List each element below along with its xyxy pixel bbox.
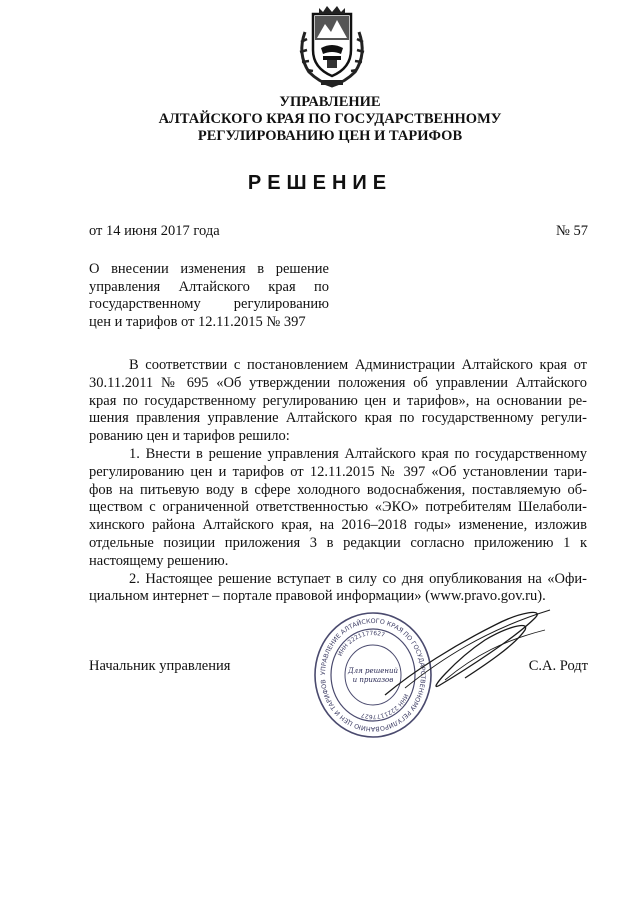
seal-inn-top: ИНН 2221177627 (337, 630, 386, 658)
preamble-paragraph (89, 357, 587, 446)
org-line-1: УПРАВЛЕНИЕ (279, 94, 381, 110)
clause-1-paragraph (89, 446, 587, 571)
body-line: 2. Настоящее решение вступает в силу со дня опубликования на «Офи- (129, 570, 587, 587)
document-body (89, 357, 587, 606)
handwritten-signature-icon (345, 600, 560, 705)
organization-header (150, 94, 510, 145)
body-line: ществом с ограниченной ответственностью «ЭКО» потребителям Шелаболи- (89, 499, 587, 516)
seal-ring-text: УПРАВЛЕНИЕ АЛТАЙСКОГО КРАЯ ПО ГОСУДАРСТВЕННОМУ РЕГУЛИРОВАНИЮ ЦЕН И ТАРИФОВ (319, 617, 427, 733)
body-line: хинского района Алтайского края, на 2016–2018 годы» изменение, изложив (89, 517, 587, 534)
body-line: В соответствии с постановлением Администрации Алтайского края от (129, 357, 587, 373)
coat-of-arms-icon (291, 2, 373, 90)
document-date: от 14 июня 2017 года (89, 223, 220, 239)
seal-inn-bottom: ИНН 2221177627 (360, 692, 409, 720)
document-title: РЕШЕНИЕ (247, 172, 393, 194)
org-line-2: АЛТАЙСКОГО КРАЯ ПО ГОСУДАРСТВЕННОМУ (158, 111, 502, 127)
body-line: 30.11.2011 № 695 «Об утверждении положения об управлении Алтайского (89, 374, 587, 391)
body-line: отдельные позиции приложения 3 в редакции согласно приложению 1 к (89, 534, 587, 551)
body-line: циальном интернет – портале правовой информации» (www.pravo.gov.ru). (89, 588, 546, 605)
subject-line: государственному регулированию (89, 296, 329, 313)
document-number: № 57 (556, 223, 588, 239)
body-line: рованию цен и тарифов решило: (89, 428, 290, 445)
body-line: настоящему решению. (89, 552, 229, 569)
seal-center-line-1: Для решений (347, 667, 399, 675)
org-line-3: РЕГУЛИРОВАНИЮ ЦЕН И ТАРИФОВ (197, 128, 463, 144)
signatory-position: Начальник управления (89, 658, 231, 674)
body-line: фов на питьевую воду в сфере холодного водоснабжения, поставляемую об- (89, 481, 587, 498)
body-line: края по государственному регулированию цен и тарифов», на основании ре- (89, 392, 587, 409)
seal-center-line-2: и приказов (352, 676, 394, 684)
subject-line: О внесении изменения в решение (89, 261, 329, 277)
body-line: шения правления управление Алтайского края по государственному регули- (89, 410, 587, 427)
subject-line: цен и тарифов от 12.11.2015 № 397 (89, 313, 306, 330)
body-line: регулированию цен и тарифов от 12.11.2015 № 397 «Об установлении тари- (89, 463, 587, 480)
subject-line: управления Алтайского края по (89, 278, 329, 295)
document-subject (89, 261, 329, 331)
signatory-name: С.А. Родт (528, 658, 588, 674)
body-line: 1. Внести в решение управления Алтайского края по государственному (129, 445, 587, 462)
